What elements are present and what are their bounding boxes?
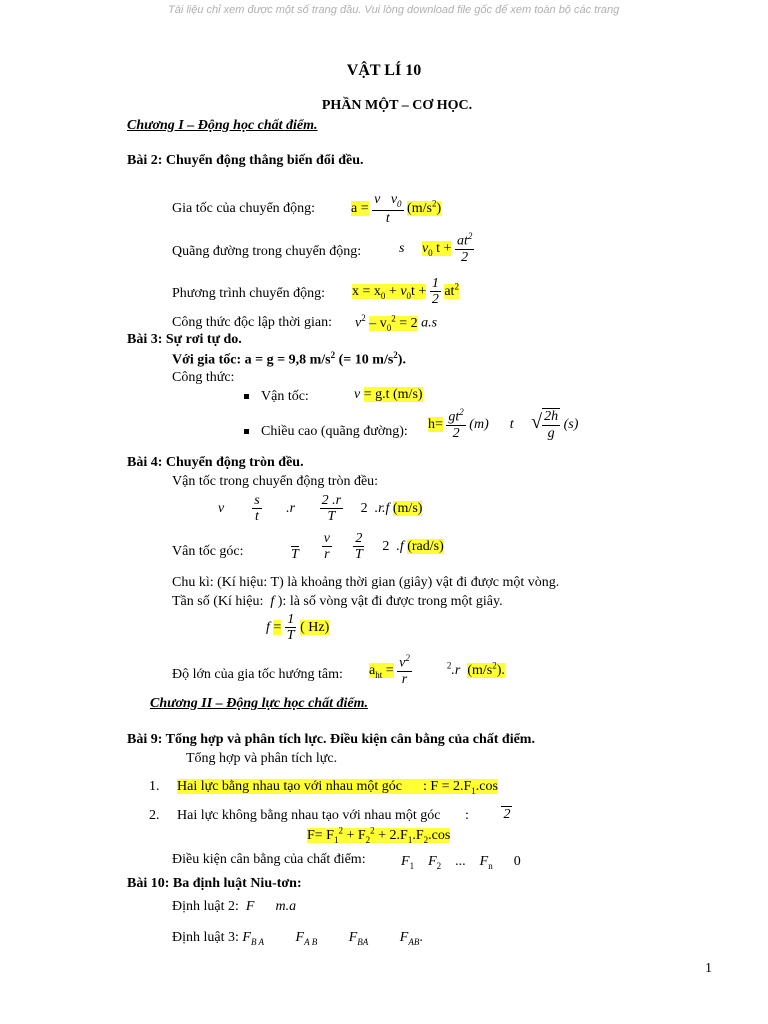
acceleration-formula: a = $\frac{v v_0}{t}$ $(m/s^2)$ bbox=[351, 192, 442, 226]
distance-formula: s $v_0$ t + $\frac{at^2}{2}$ bbox=[399, 231, 473, 266]
circular-velocity-formula: v $\frac{s}{t}$ .r $\frac{2 .r}{T}$ 2 .r.f (m/s) bbox=[218, 493, 423, 525]
time-independent-formula: $v^2 - v_0^2 = 2$ a.s bbox=[355, 313, 438, 333]
part-title: PHẦN MỘT – CƠ HỌC. bbox=[321, 98, 473, 113]
formula-label: Công thức: bbox=[172, 370, 235, 385]
preview-notice: Tài liệu chỉ xem được một số trang đầu. Vui lòng download file gốc để xem toàn bộ các trang bbox=[168, 4, 620, 16]
list-item: 1. Hai lực bằng nhau tạo với nhau một góc : $F = 2.F_1.\cos$ 2 bbox=[149, 779, 511, 823]
equilibrium-formula: $F_1$ $F_2$ ... $F_n$ 0 bbox=[401, 854, 521, 871]
freefall-height: Chiều cao (quãng đường): bbox=[244, 424, 408, 440]
lesson-2-heading: Bài 2: Chuyển động thẳng biến đổi đều. bbox=[127, 153, 364, 168]
newton-law-2: Định luật 2: F m.a bbox=[172, 899, 297, 914]
period-definition: Chu kì: (Kí hiệu: T) là khoảng thời gian (giây) vật đi được một vòng. bbox=[172, 575, 560, 590]
chapter-1-title: Chương I – Động học chất điểm. bbox=[127, 118, 318, 133]
lesson-9-subtitle: Tổng hợp và phân tích lực. bbox=[186, 751, 338, 766]
freefall-height-formula: h= $\frac{gt^2}{2}$ (m) t √ $\frac{2h}{g}$ (s) bbox=[428, 407, 579, 442]
time-independent-label: Công thức độc lập thời gian: bbox=[172, 315, 333, 330]
newton-law-3: Định luật 3: $F_{B A}$ $F_{A B}$ $F_{BA}$ $F_{AB}$. bbox=[172, 930, 423, 947]
acceleration-label: Gia tốc của chuyển động: bbox=[172, 201, 316, 216]
lesson-4-heading: Bài 4: Chuyển động tròn đều. bbox=[127, 455, 304, 470]
lesson-9-heading: Bài 9: Tổng hợp và phân tích lực. Điều kiện cân bằng của chất điểm. bbox=[127, 732, 535, 747]
frequency-definition: Tần số (Kí hiệu: f ): là số vòng vật đi được trong một giây. bbox=[172, 594, 503, 609]
circular-velocity-label: Vận tốc trong chuyển động tròn đều: bbox=[172, 474, 379, 489]
angular-velocity-label: Vân tốc góc: bbox=[172, 544, 244, 559]
bullet-icon bbox=[244, 394, 249, 399]
document-title: VẬT LÍ 10 bbox=[346, 62, 422, 79]
lesson-3-heading: Bài 3: Sự rơi tự do. bbox=[127, 332, 242, 347]
centripetal-formula: $a_{ht}$ = $\frac{v^2}{r}$ $^2$.r $(m/s^2)$. bbox=[369, 653, 505, 688]
centripetal-label: Độ lớn của gia tốc hướng tâm: bbox=[172, 667, 343, 682]
gravity-acceleration: Với gia tốc: a = g = 9,8 $m/s^2$ (= 10 $m/s^2$). bbox=[172, 350, 406, 368]
equilibrium-label: Điều kiện cân bằng của chất điểm: bbox=[172, 852, 366, 867]
chapter-2-title: Chương II – Động lực học chất điểm. bbox=[150, 696, 368, 711]
freefall-velocity-formula: v = g.t (m/s) bbox=[354, 387, 423, 402]
lesson-10-heading: Bài 10: Ba định luật Niu-tơn: bbox=[127, 876, 302, 891]
motion-equation-formula: $x = x_0 + v_0t$ + $\frac{1}{2}$ $at^2$ bbox=[352, 276, 459, 308]
unequal-forces-formula: $F= F_1^2 + F_2^2 + 2.F_1.F_2.\cos$ bbox=[307, 825, 451, 845]
freefall-velocity: Vận tốc: bbox=[244, 389, 309, 405]
page-number: 1 bbox=[705, 961, 712, 976]
distance-label: Quãng đường trong chuyển động: bbox=[172, 244, 362, 259]
motion-equation-label: Phương trình chuyển động: bbox=[172, 286, 326, 301]
bullet-icon bbox=[244, 429, 249, 434]
angular-velocity-formula: T $\frac{v}{r}$ $\frac{2}{T}$ 2 .f (rad/s) bbox=[291, 531, 444, 563]
list-item: 2. Hai lực không bằng nhau tạo với nhau một góc : bbox=[149, 808, 469, 823]
frequency-formula: f = $\frac{1}{T}$ ( Hz) bbox=[266, 612, 330, 644]
